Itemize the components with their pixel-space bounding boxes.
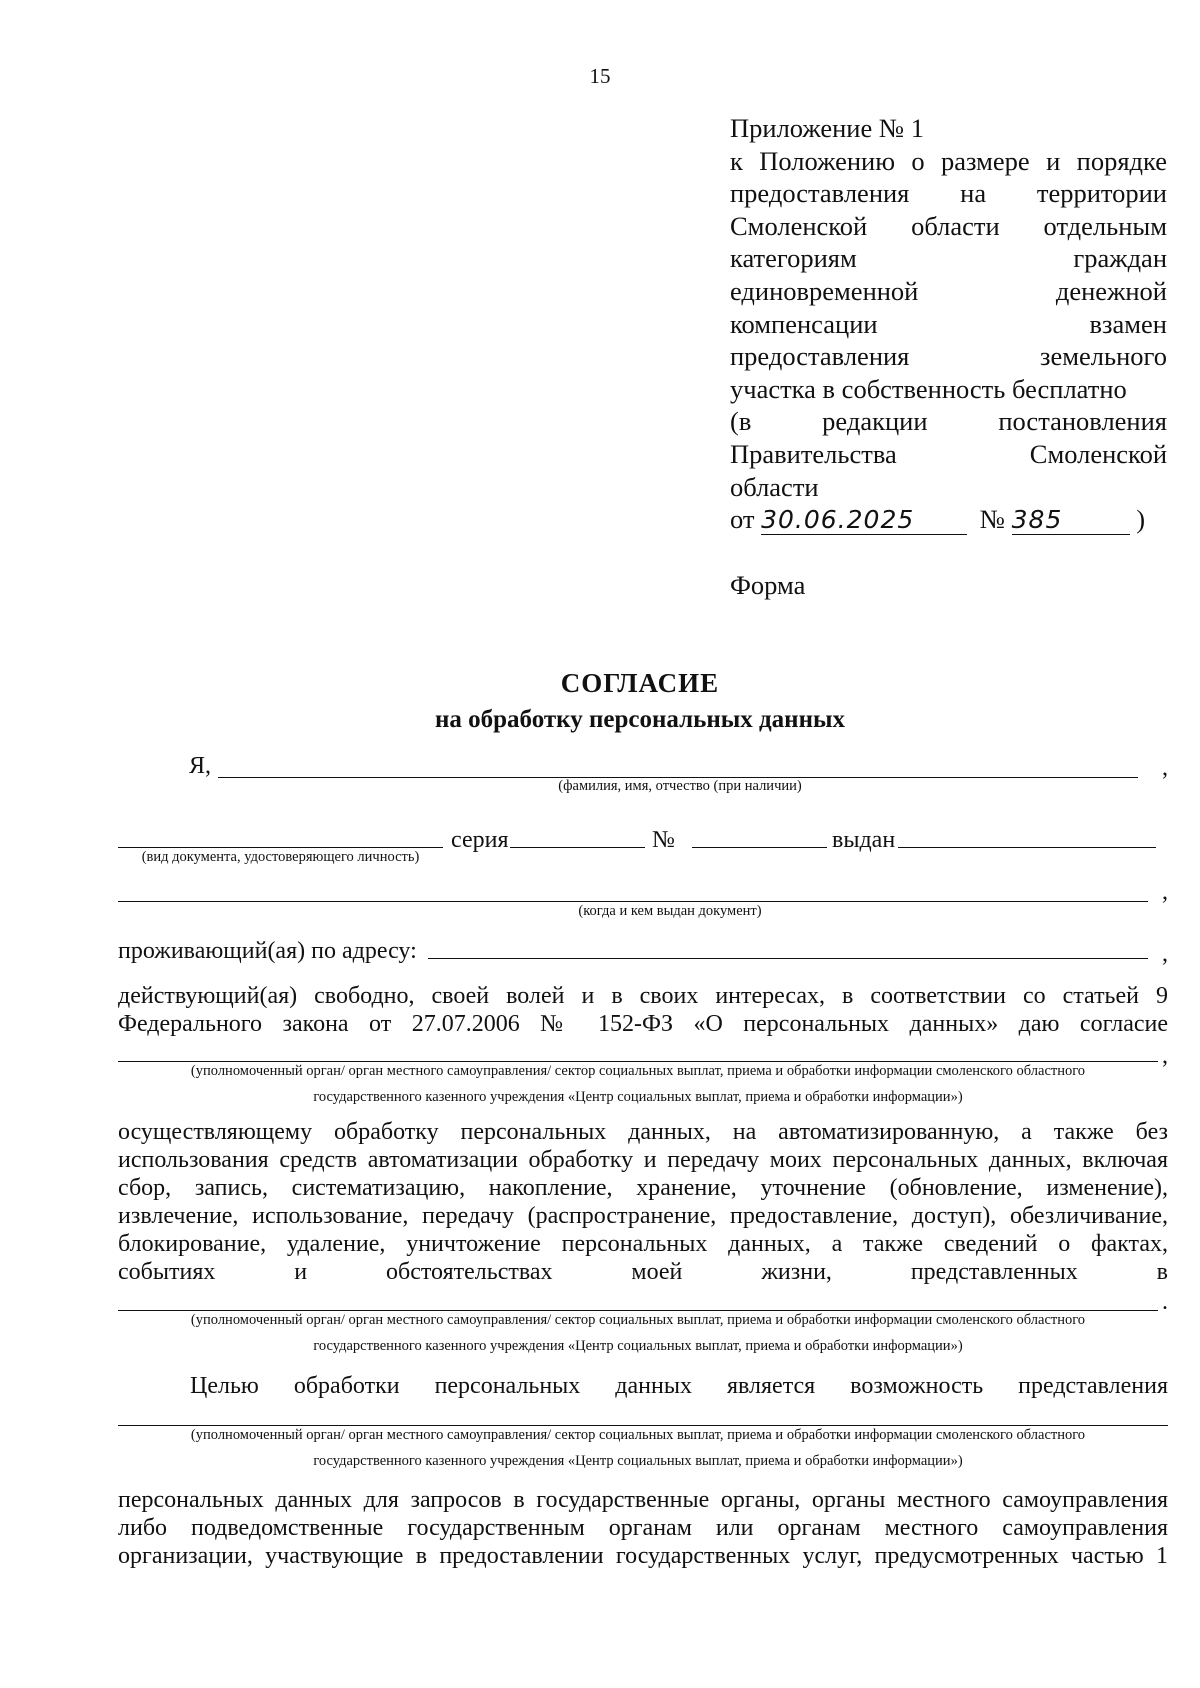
fio-caption: (фамилия, имя, отчество (при наличии)	[558, 778, 802, 794]
appendix-line: Приложение № 1	[730, 113, 925, 143]
organization-caption: государственного казенного учреждения «Центр социальных выплат, приема и обработки информации»)	[313, 1089, 963, 1105]
resolution-date: 30.06.2025	[761, 506, 967, 535]
text-line: сбор, запись, систематизацию, накопление, хранение, уточнение (обновление, изменение),	[118, 1175, 1168, 1201]
appendix-line: области	[730, 471, 819, 502]
comma: ,	[1162, 1043, 1168, 1069]
organization-field[interactable]	[118, 1310, 1158, 1311]
appendix-line: категориям граждан	[730, 243, 1167, 274]
text-line: персональных данных для запросов в государственные органы, органы местного самоуправления	[118, 1487, 1168, 1513]
comma: ,	[1162, 941, 1168, 967]
text-line: либо подведомственные государственным органам или органам местного самоуправления	[118, 1515, 1168, 1541]
organization-caption: (уполномоченный орган/ орган местного самоуправления/ сектор социальных выплат, приема и обработки информации смоленского областного	[190, 1312, 1086, 1328]
issued-field[interactable]	[898, 847, 1156, 848]
text-line: действующий(ая) свободно, своей волей и в своих интересах, в соответствии со статьей 9	[118, 983, 1168, 1009]
text-line: Федерального закона от 27.07.2006 № 152-ФЗ «О персональных данных» даю согласие	[118, 1011, 1168, 1037]
number-label: №	[979, 504, 1006, 535]
organization-field[interactable]	[118, 1061, 1158, 1062]
text-line: Целью обработки персональных данных является возможность представления	[190, 1373, 1168, 1399]
series-field[interactable]	[510, 847, 645, 848]
appendix-line: (в редакции постановления	[730, 406, 1167, 437]
issued-by-caption: (когда и кем выдан документ)	[578, 903, 762, 919]
text-line: блокирование, удаление, уничтожение персональных данных, а также сведений о фактах,	[118, 1231, 1168, 1257]
appendix-line: участка в собственность бесплатно	[730, 373, 1127, 404]
text-line: организации, участвующие в предоставлении государственных услуг, предусмотренных частью 1	[118, 1543, 1168, 1569]
resolution-number: 385	[1012, 506, 1130, 535]
document-type-caption: (вид документа, удостоверяющего личность)	[141, 849, 420, 865]
text-line: осуществляющему обработку персональных данных, на автоматизированную, а также без	[118, 1119, 1168, 1145]
address-label: проживающий(ая) по адресу:	[118, 938, 417, 964]
period: .	[1162, 1289, 1168, 1315]
organization-caption: (уполномоченный орган/ орган местного самоуправления/ сектор социальных выплат, приема и обработки информации смоленского областного	[190, 1427, 1086, 1443]
issued-by-field[interactable]	[118, 901, 1148, 902]
appendix-block	[730, 112, 1167, 536]
text-line: событиях и обстоятельствах моей жизни, представленных в	[118, 1259, 1168, 1285]
doc-number-field[interactable]	[692, 847, 827, 848]
appendix-line: Смоленской области отдельным	[730, 210, 1167, 241]
appendix-line: предоставления на территории	[730, 178, 1167, 209]
from-label: от	[730, 504, 755, 535]
issued-label: выдан	[832, 827, 896, 853]
comma: ,	[1162, 755, 1168, 781]
series-label: серия	[451, 827, 509, 853]
appendix-line: предоставления земельного	[730, 341, 1167, 372]
doc-number-label: №	[652, 827, 675, 853]
paragraph-processing	[118, 1118, 1168, 1286]
resolution-line	[730, 503, 1167, 536]
appendix-line: Правительства Смоленской	[730, 438, 1167, 469]
paragraph-purpose	[190, 1372, 1168, 1400]
organization-caption: государственного казенного учреждения «Центр социальных выплат, приема и обработки информации»)	[313, 1338, 963, 1354]
appendix-line: компенсации взамен	[730, 308, 1167, 339]
document-type-field[interactable]	[118, 847, 443, 848]
form-label: Форма	[730, 570, 806, 600]
close-paren: )	[1136, 504, 1146, 535]
ya-label: Я,	[189, 753, 212, 779]
comma: ,	[1162, 879, 1168, 905]
page-number: 15	[589, 64, 611, 88]
document-title: СОГЛАСИЕ	[560, 668, 720, 698]
appendix-line: к Положению о размере и порядке	[730, 145, 1167, 176]
organization-field[interactable]	[118, 1425, 1168, 1426]
paragraph-requests	[118, 1486, 1168, 1570]
organization-caption: (уполномоченный орган/ орган местного самоуправления/ сектор социальных выплат, приема и обработки информации смоленского областного	[190, 1063, 1086, 1079]
appendix-line: единовременной денежной	[730, 275, 1167, 306]
text-line: использования средств автоматизации обработку и передачу моих персональных данных, включая	[118, 1147, 1168, 1173]
document-subtitle: на обработку персональных данных	[435, 706, 845, 733]
paragraph-consent	[118, 982, 1168, 1038]
organization-caption: государственного казенного учреждения «Центр социальных выплат, приема и обработки информации»)	[313, 1453, 963, 1469]
address-field[interactable]	[428, 958, 1148, 959]
text-line: извлечение, использование, передачу (распространение, предоставление, доступ), обезличивание,	[118, 1203, 1168, 1229]
